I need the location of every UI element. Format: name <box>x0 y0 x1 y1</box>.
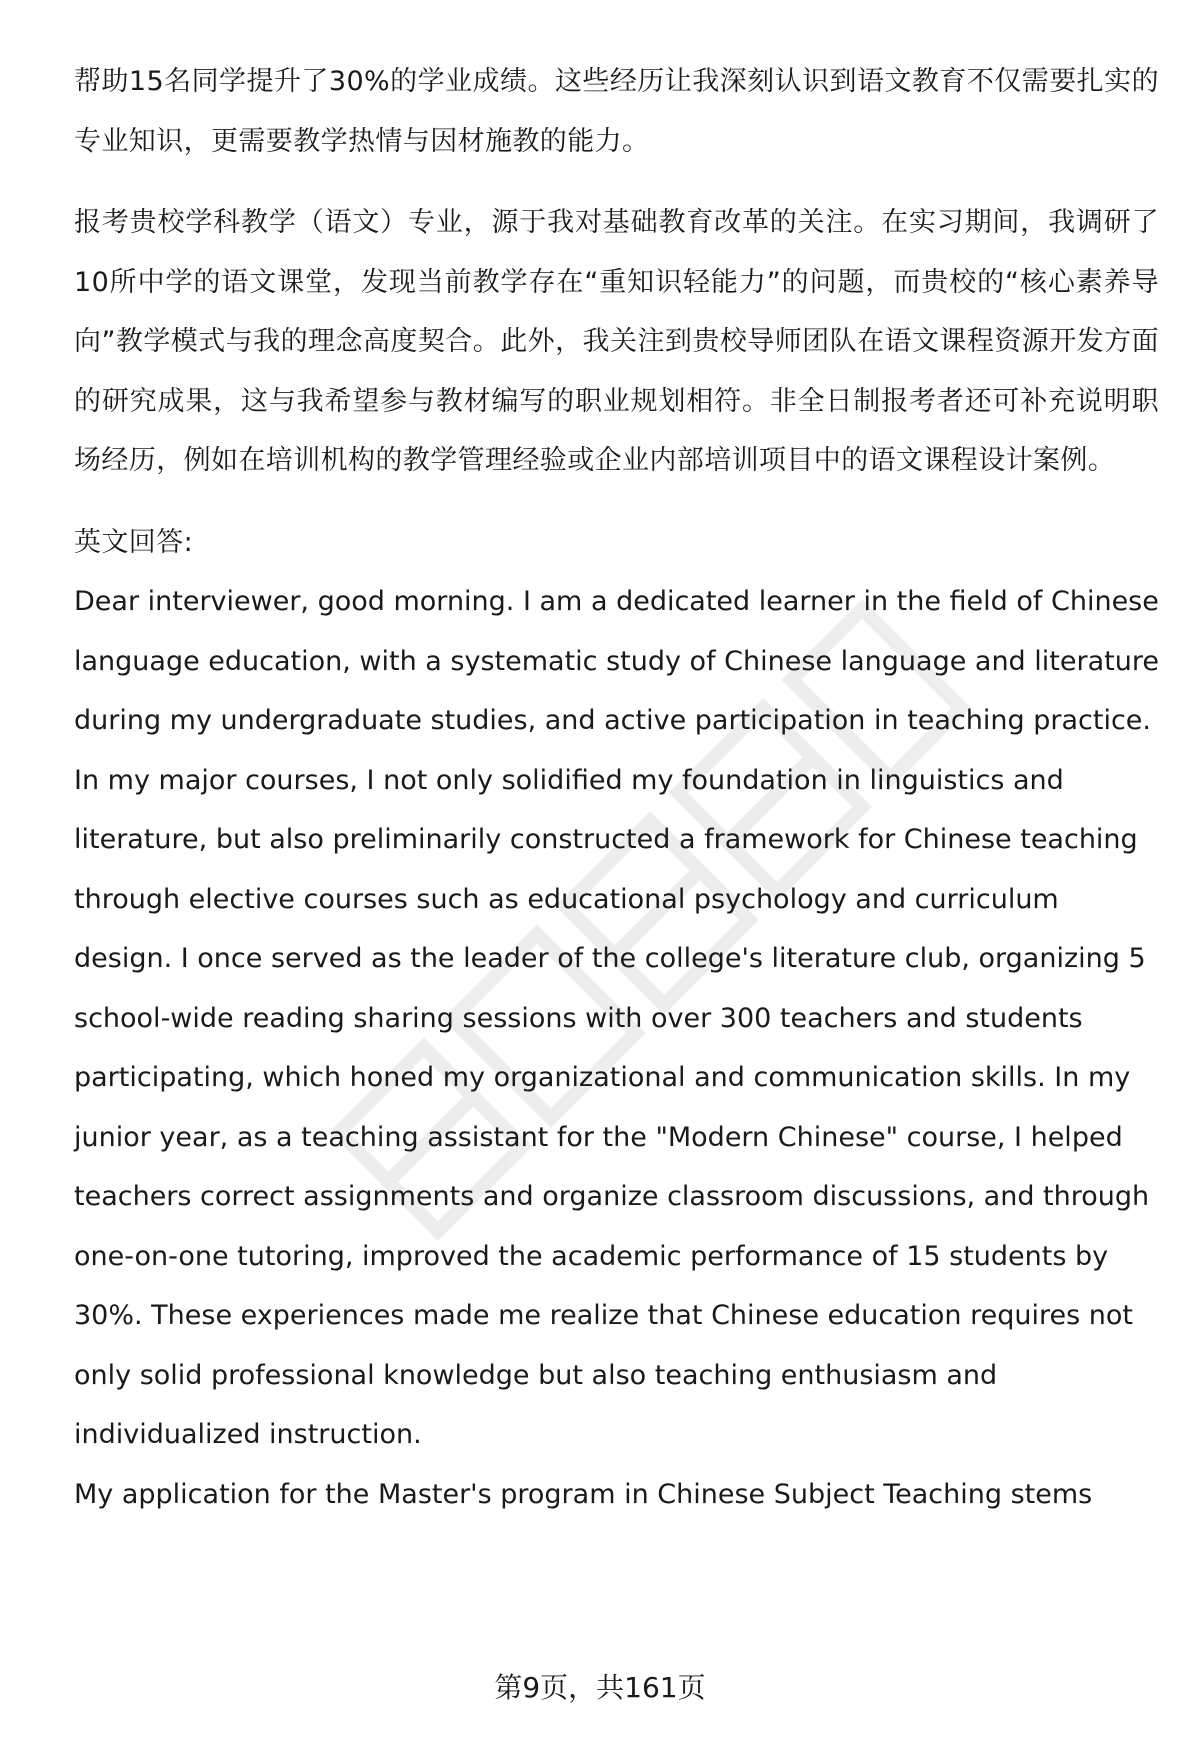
cn-paragraph-2: 报考贵校学科教学（语文）专业，源于我对基础教育改革的关注。在实习期间，我调研了10所中学的语文课堂，发现当前教学存在“重知识轻能力”的问题，而贵校的“核心素养导向”教学模式与我的理念高度契合。此外，我关注到贵校导师团队在语文课程资源开发方面的研究成果，这与我希望参与教材编写的职业规划相符。非全日制报考者还可补充说明职场经历，例如在培训机构的教学管理经验或企业内部培训项目中的语文课程设计案例。 <box>74 207 1159 476</box>
document-body <box>74 52 1159 1524</box>
en-paragraph-2: My application for the Master's program in Chinese Subject Teaching stems <box>74 1478 1093 1510</box>
en-paragraph-1: Dear interviewer, good morning. I am a dedicated learner in the field of Chinese language education, with a systematic study of Chinese language and literature during my undergraduate studies, and active participation in teaching practice. In my major courses, I not only solidified my foundation in linguistics and literature, but also preliminarily constructed a framework for Chinese teaching through elective courses such as educational psychology and curriculum design. I once served as the leader of the college's literature club, organizing 5 school-wide reading sharing sessions with over 300 teachers and students participating, which honed my organizational and communication skills. In my junior year, as a teaching assistant for the "Modern Chinese" course, I helped teachers correct assignments and organize classroom discussions, and through one-on-one tutoring, improved the academic performance of 15 students by 30%. These experiences made me realize that Chinese education requires not only solid professional knowledge but also teaching enthusiasm and individualized instruction. <box>74 586 1159 1450</box>
cn-paragraph-1: 帮助15名同学提升了30%的学业成绩。这些经历让我深刻认识到语文教育不仅需要扎实的专业知识，更需要教学热情与因材施教的能力。 <box>74 66 1159 157</box>
page-number-footer: 第9页，共161页 <box>494 1671 706 1704</box>
english-answer-heading: 英文回答: <box>74 526 194 558</box>
